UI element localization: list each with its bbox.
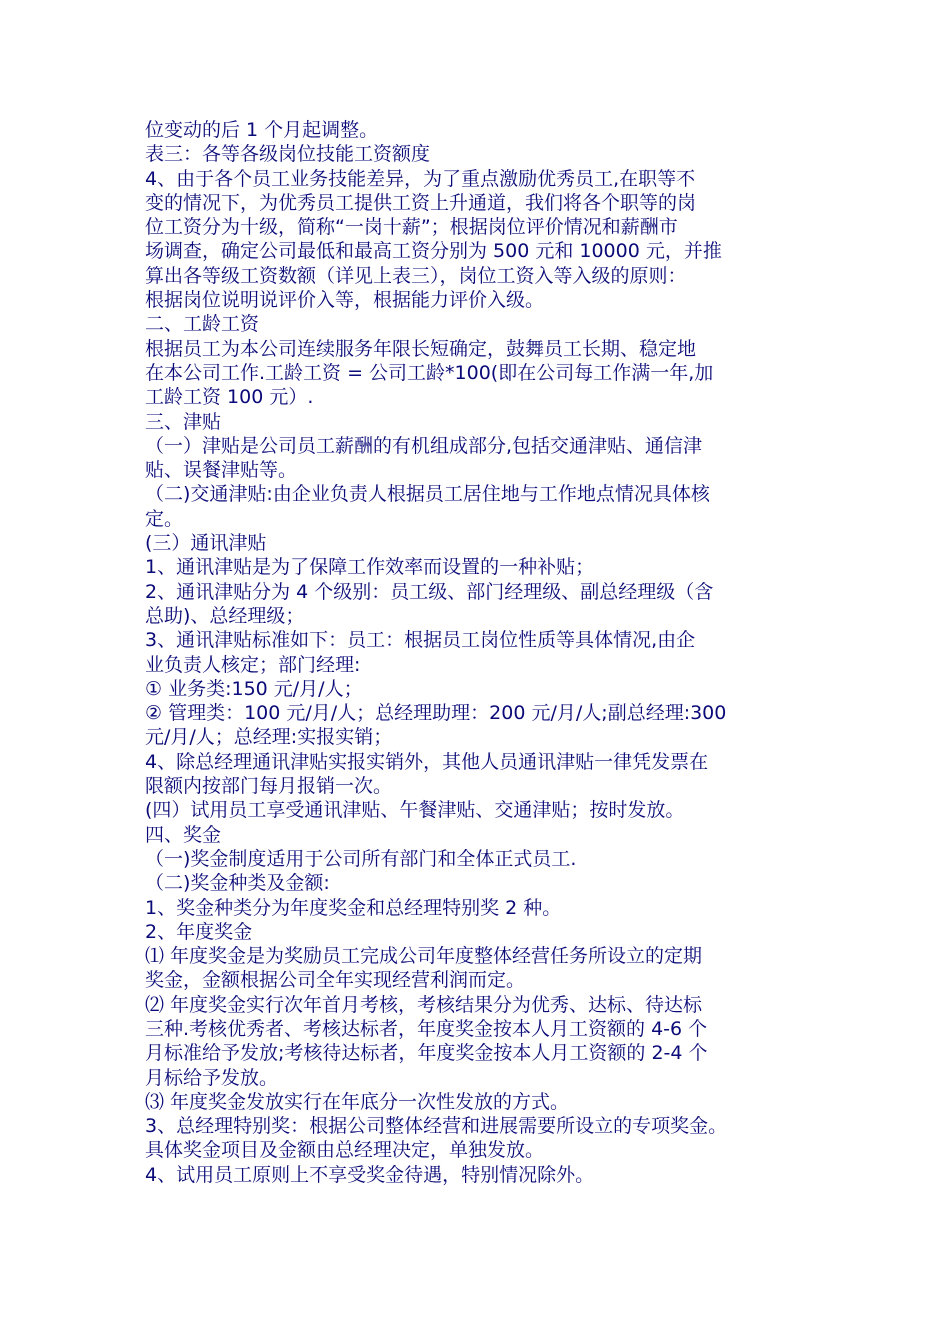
text-line: 4、由于各个员工业务技能差异，为了重点激励优秀员工,在职等不 (145, 167, 696, 190)
text-line: 4、试用员工原则上不享受奖金待遇，特别情况除外。 (145, 1163, 595, 1186)
text-line: （二)交通津贴:由企业负责人根据员工居住地与工作地点情况具体核 (145, 483, 710, 506)
text-line: 变的情况下，为优秀员工提供工资上升通道，我们将各个职等的岗 (145, 191, 697, 214)
text-line: 根据员工为本公司连续服务年限长短确定，鼓舞员工长期、稳定地 (145, 337, 697, 360)
text-line: (三）通讯津贴 (145, 532, 267, 555)
text-line: 算出各等级工资数额（详见上表三），岗位工资入等入级的原则： (145, 264, 687, 287)
text-line: 定。 (145, 507, 184, 530)
text-line: 奖金，金额根据公司全年实现经营利润而定。 (145, 969, 526, 992)
text-line: 场调查，确定公司最低和最高工资分别为 500 元和 10000 元，并推 (145, 240, 722, 263)
text-line: 2、年度奖金 (145, 920, 253, 943)
text-line: ⑴ 年度奖金是为奖励员工完成公司年度整体经营任务所设立的定期 (145, 945, 703, 968)
text-line: 2、通讯津贴分为 4 个级别：员工级、部门经理级、副总经理级（含 (145, 580, 714, 603)
text-line: 元/月/人；总经理:实报实销； (145, 726, 393, 749)
text-line: （二)奖金种类及金额: (145, 872, 330, 895)
document-body (145, 118, 825, 1187)
text-line: 三种.考核优秀者、考核达标者，年度奖金按本人月工资额的 4-6 个 (145, 1017, 708, 1040)
text-line: ② 管理类：100 元/月/人；总经理助理：200 元/月/人;副总经理:300 (145, 702, 727, 725)
text-line: 限额内按部门每月报销一次。 (145, 775, 393, 798)
text-line: 3、通讯津贴标准如下：员工：根据员工岗位性质等具体情况,由企 (145, 629, 696, 652)
text-line: 业负责人核定；部门经理: (145, 653, 361, 676)
text-line: 月标给予发放。 (145, 1066, 279, 1089)
text-line: 在本公司工作.工龄工资 = 公司工龄*100(即在公司每工作满一年,加 (145, 361, 714, 384)
text-line: 1、奖金种类分为年度奖金和总经理特别奖 2 种。 (145, 896, 562, 919)
text-line: 1、通讯津贴是为了保障工作效率而设置的一种补贴； (145, 556, 595, 579)
text-line: 位变动的后 1 个月起调整。 (145, 119, 379, 141)
text-line: ① 业务类:150 元/月/人； (145, 677, 363, 700)
text-line: 二、工龄工资 (145, 313, 260, 336)
text-line: 表三：各等各级岗位技能工资额度 (145, 143, 431, 166)
text-line: 三、津贴 (145, 410, 222, 433)
text-line: （一）津贴是公司员工薪酬的有机组成部分,包括交通津贴、通信津 (145, 434, 703, 457)
text-line: 贴、误餐津贴等。 (145, 459, 298, 482)
text-line: 4、除总经理通讯津贴实报实销外，其他人员通讯津贴一律凭发票在 (145, 750, 709, 773)
text-line: 工龄工资 100 元）. (145, 386, 314, 409)
text-line: 位工资分为十级，简称“一岗十薪”；根据岗位评价情况和薪酬市 (145, 216, 678, 239)
text-line: 3、总经理特别奖：根据公司整体经营和进展需要所设立的专项奖金。 (145, 1115, 728, 1138)
text-line: (四）试用员工享受通讯津贴、午餐津贴、交通津贴；按时发放。 (145, 799, 685, 822)
text-line: （一)奖金制度适用于公司所有部门和全体正式员工. (145, 847, 577, 870)
text-line: 月标准给予发放;考核待达标者，年度奖金按本人月工资额的 2-4 个 (145, 1042, 708, 1065)
text-line: 具体奖金项目及金额由总经理决定，单独发放。 (145, 1139, 545, 1162)
text-line: 四、奖金 (145, 823, 222, 846)
text-line: 根据岗位说明说评价入等，根据能力评价入级。 (145, 289, 545, 312)
text-line: 总助)、总经理级； (145, 604, 305, 627)
text-line: ⑵ 年度奖金实行次年首月考核，考核结果分为优秀、达标、待达标 (145, 993, 703, 1016)
text-line: ⑶ 年度奖金发放实行在年底分一次性发放的方式。 (145, 1090, 570, 1113)
